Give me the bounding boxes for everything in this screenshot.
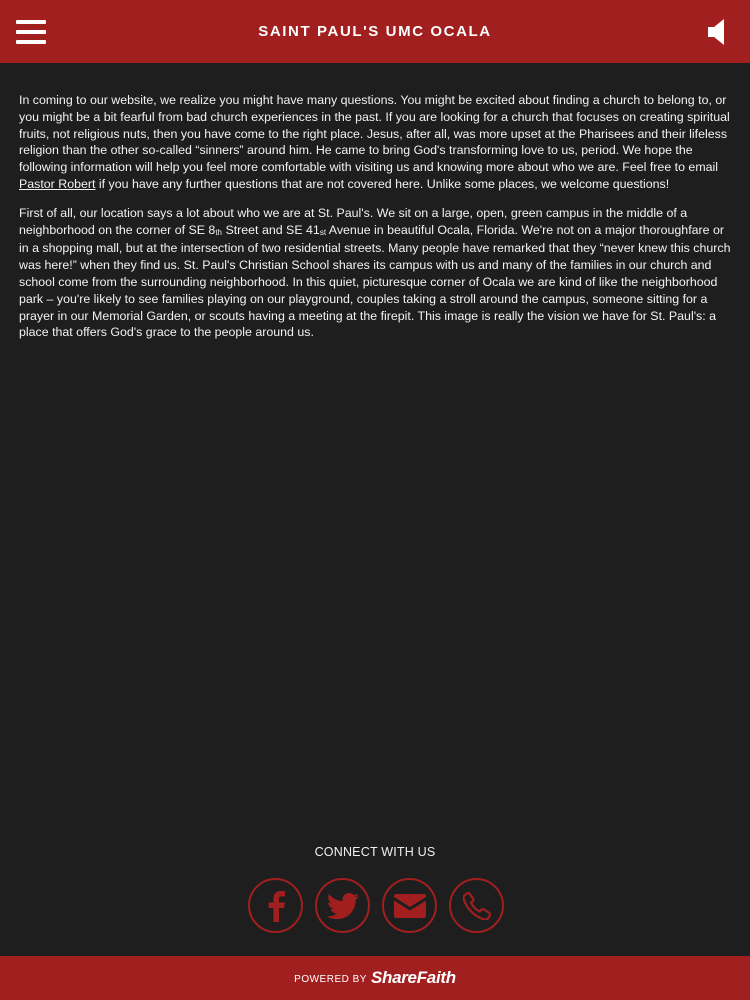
hamburger-menu-icon[interactable] <box>16 20 46 44</box>
sharefaith-logo[interactable]: ShareFaith <box>370 968 456 987</box>
speaker-icon[interactable] <box>708 19 730 45</box>
twitter-icon[interactable] <box>315 878 370 933</box>
app-header <box>0 0 750 63</box>
email-icon[interactable] <box>382 878 437 933</box>
connect-label: CONNECT WITH US <box>314 845 436 859</box>
pastor-robert-link[interactable]: Pastor Robert <box>19 176 96 191</box>
powered-by-label: POWERED BY <box>294 974 367 985</box>
footer <box>0 956 750 1000</box>
phone-icon[interactable] <box>449 878 504 933</box>
main-content <box>19 92 731 353</box>
facebook-icon[interactable] <box>248 878 303 933</box>
social-links <box>248 878 504 934</box>
intro-paragraph: In coming to our website, we realize you might have many questions. You might be excited about finding a church to belong to, or you might be a bit fearful from bad church experiences in the past. If you are looking for a church that focuses on creating spiritual fruits, not religious nuts, then you have come to the right place. Jesus, after all, was more upset at the Pharisees and their lifeless religion than the other so-called “sinners” around him. He came to bring God's transforming love to us, period. We hope the following information will help you feel more comfortable with visiting us and knowing more about who we are. Feel free to email Pastor Robert if you have any further questions that are not covered here. Unlike some places, we welcome questions! <box>19 93 730 191</box>
location-paragraph: First of all, our location says a lot about who we are at St. Paul's. We sit on a large, open, green campus in the middle of a neighborhood on the corner of SE 8th Street and SE 41st Avenue in beautiful Ocala, Florida. We're not on a major thoroughfare or in a shopping mall, but at the intersection of two residential streets. Many people have remarked that they “never knew this church was here!” when they find us. St. Paul's Christian School shares its campus with us and many of the families in our church and school come from the surrounding neighborhood. In this quiet, picturesque corner of Ocala we are kind of like the neighborhood park – you're likely to see families playing on our playground, couples taking a stroll around the campus, someone sitting for a prayer in our Memorial Garden, or scouts having a meeting at the firepit. This image is really the vision we have for St. Paul's: a place that offers God's grace to the people around us. <box>19 205 731 340</box>
page-title: SAINT PAUL'S UMC OCALA <box>258 23 492 40</box>
